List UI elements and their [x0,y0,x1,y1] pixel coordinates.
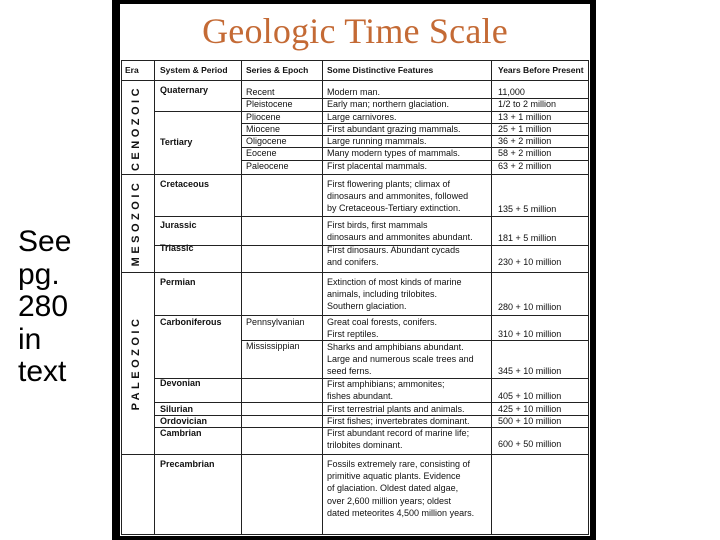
side-note-line: pg. [18,257,60,291]
period-ordovician: Ordovician [160,416,208,426]
epoch-paleocene: Paleocene [246,161,289,171]
side-note-line: in [18,322,42,356]
years-triassic: 230 + 10 million [498,257,562,267]
epoch-pliocene: Pliocene [246,112,281,122]
feature-pennsylvanian: Great coal forests, conifers. First reptiles. [327,317,438,340]
header-years: Years Before Present [498,65,584,75]
chart-title: Geologic Time Scale [202,11,508,51]
header-features: Some Distinctive Features [327,65,434,75]
period-jurassic: Jurassic [160,220,197,230]
era-label-paleozoic: PALEOZOIC [130,315,142,411]
years-devonian: 405 + 10 million [498,391,562,401]
feature-paleocene: First placental mammals. [327,161,428,171]
feature-permian: Extinction of most kinds of marine animals, including trilobites. Southern glaciation. [327,277,462,312]
period-silurian: Silurian [160,404,194,414]
feature-devonian: First amphibians; ammonites; fishes abundant. [327,379,445,402]
feature-jurassic: First birds, first mammals dinosaurs and ammonites abundant. [327,220,473,243]
years-silurian: 425 + 10 million [498,404,562,414]
years-recent: 11,000 [498,87,525,97]
epoch-pleistocene: Pleistocene [246,99,293,109]
feature-mississippian: Sharks and amphibians abundant. Large and numerous scale trees and seed ferns. [327,342,474,377]
years-ordovician: 500 + 10 million [498,416,562,426]
epoch-pennsylvanian: Pennsylvanian [246,317,305,327]
years-mississippian: 345 + 10 million [498,366,562,376]
epoch-eocene: Eocene [246,148,277,158]
header-series-epoch: Series & Epoch [246,65,309,75]
period-cambrian: Cambrian [160,428,202,438]
feature-cretaceous: First flowering plants; climax of dinosaurs and ammonites, followed by Cretaceous-Tertiary extinction. [327,179,469,214]
epoch-oligocene: Oligocene [246,136,287,146]
epoch-miocene: Miocene [246,124,281,134]
feature-cambrian: First abundant record of marine life; trilobites dominant. [327,428,470,451]
years-pliocene: 13 + 1 million [498,112,552,122]
period-precambrian: Precambrian [160,459,215,469]
years-permian: 280 + 10 million [498,302,562,312]
feature-ordovician: First fishes; invertebrates dominant. [327,416,470,426]
years-cambrian: 600 + 50 million [498,439,562,449]
period-tertiary: Tertiary [160,137,193,147]
years-jurassic: 181 + 5 million [498,233,557,243]
side-note [18,226,88,389]
period-quaternary: Quaternary [160,85,209,95]
years-oligocene: 36 + 2 million [498,136,552,146]
header-era: Era [125,65,139,75]
feature-pleistocene: Early man; northern glaciation. [327,99,450,109]
era-label-cenozoic: CENOZOIC [130,84,142,172]
era-label-mesozoic: MESOZOIC [130,179,142,267]
years-paleocene: 63 + 2 million [498,161,552,171]
years-pleistocene: 1/2 to 2 million [498,99,557,109]
feature-recent: Modern man. [327,87,381,97]
period-devonian: Devonian [160,378,201,388]
geologic-time-scale-sheet [120,4,590,536]
header-system-period: System & Period [160,65,228,75]
period-carboniferous: Carboniferous [160,317,222,327]
period-cretaceous: Cretaceous [160,179,210,189]
epoch-mississippian: Mississippian [246,341,300,351]
years-pennsylvanian: 310 + 10 million [498,329,562,339]
period-triassic: Triassic [160,243,194,253]
feature-triassic: First dinosaurs. Abundant cycads and conifers. [327,245,460,268]
feature-pliocene: Large carnivores. [327,112,397,122]
years-cretaceous: 135 + 5 million [498,204,557,214]
side-note-line: 280 [18,290,69,323]
feature-miocene: First abundant grazing mammals. [327,124,461,134]
feature-silurian: First terrestrial plants and animals. [327,404,465,414]
years-eocene: 58 + 2 million [498,148,552,158]
feature-eocene: Many modern types of mammals. [327,148,461,158]
period-permian: Permian [160,277,196,287]
feature-oligocene: Large running mammals. [327,136,427,146]
side-note-line: See [18,225,72,258]
years-miocene: 25 + 1 million [498,124,552,134]
epoch-recent: Recent [246,87,275,97]
side-note-line: text [18,355,67,388]
feature-precambrian: Fossils extremely rare, consisting of primitive aquatic plants. Evidence of glaciation. Oldest dated algae, over 2,600 million years; oldest dated meteorites 4,500 million years. [327,459,475,518]
